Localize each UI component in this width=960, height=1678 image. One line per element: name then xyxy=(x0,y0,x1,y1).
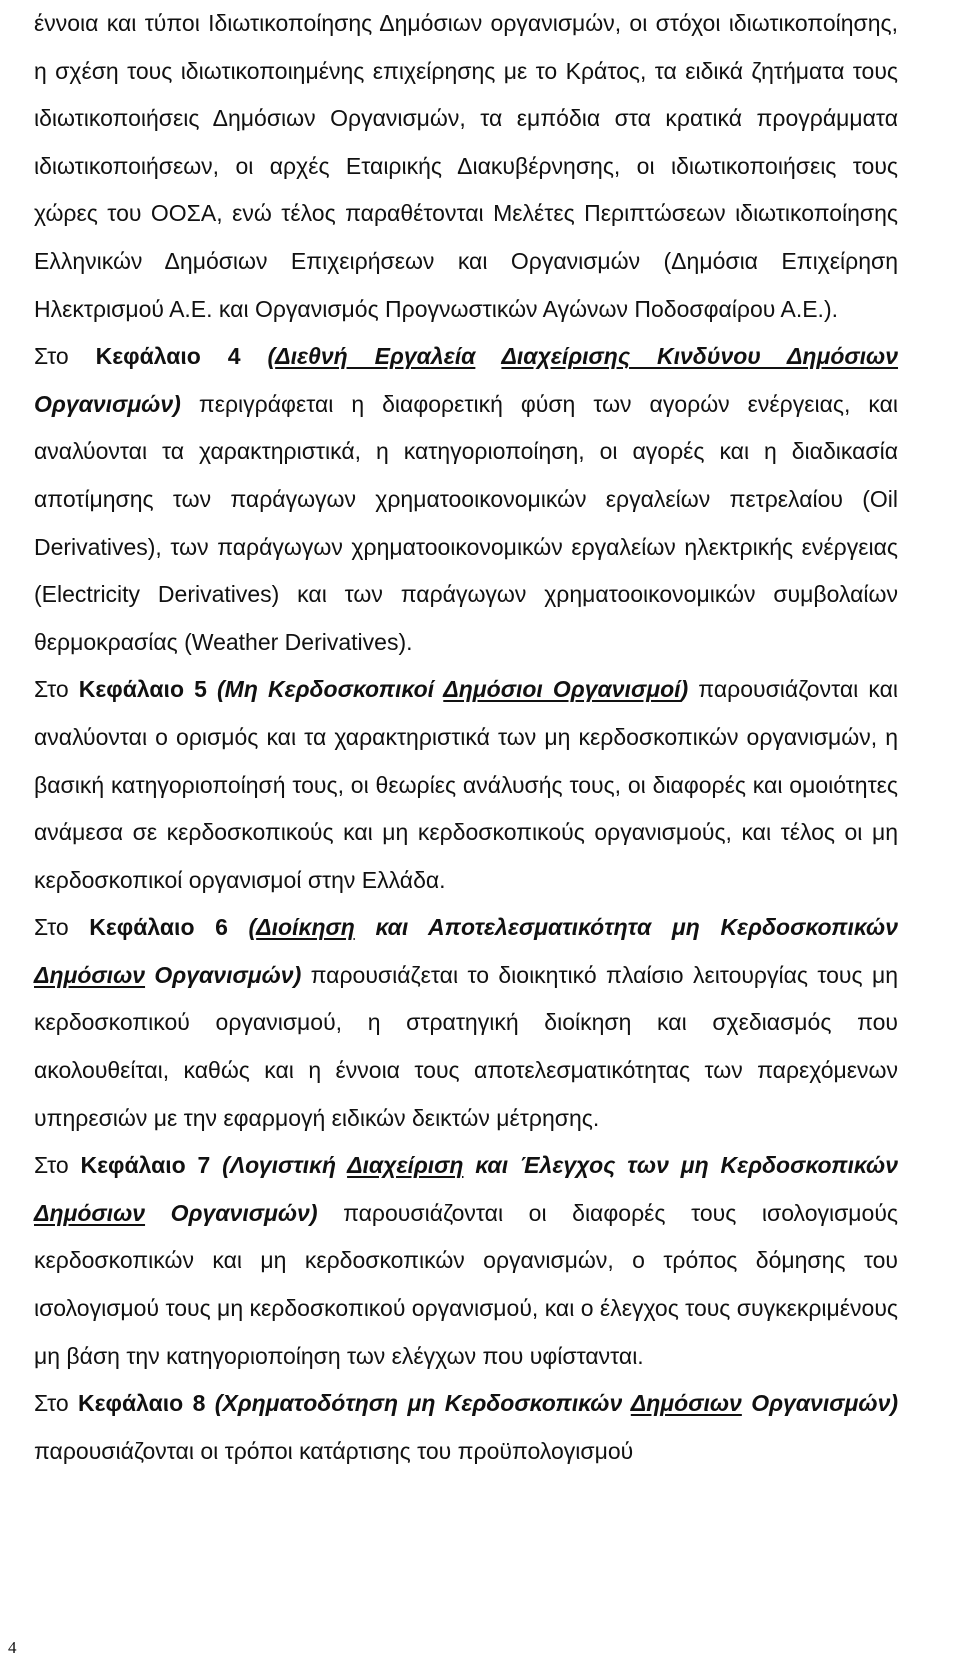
paragraph-body: έννοια και τύποι Ιδιωτικοποίησης Δημόσιων οργανισμών, οι στόχοι ιδιωτικοποίησης, η σχέση τους ιδιωτικοποιημένης επιχείρησης με το Κράτος, τα ειδικά ζητήματα τους ιδιωτικοποιήσεις Δημόσιων Οργανισμών, τα εμπόδια στα κρατικά προγράμματα ιδιωτικοποιήσεων, οι αρχές Εταιρικής Διακυβέρνησης, οι ιδιωτικοποιήσεις τους χώρες του ΟΟΣΑ, ενώ τέλος παραθέτονται Μελέτες Περιπτώσεων ιδιωτικοποίησης Ελληνικών Δημόσιων Επιχειρήσεων και Οργανισμών (Δημόσια Επιχείρηση Ηλεκτρισμού Α.Ε. και Οργανισμός Προγνωστικών Αγώνων Ποδοσφαίρου Α.Ε.). xyxy=(34,10,898,322)
chapter-title-suffix: Οργανισμών) xyxy=(154,961,302,988)
chapter-title-part: Διεθνή Εργαλεία xyxy=(275,343,476,370)
chapter-title-prefix: ( xyxy=(267,343,276,370)
chapter-title-suffix: Οργανισμών) xyxy=(34,390,181,417)
paragraph-lead: Στο xyxy=(34,1152,69,1179)
paragraph-chapter-5 xyxy=(34,666,898,904)
paragraph-chapter-4 xyxy=(34,333,898,666)
chapter-title xyxy=(215,1390,898,1416)
paragraph-lead: Στο xyxy=(34,676,69,703)
paragraph-body: παρουσιάζεται το διοικητικό πλαίσιο λειτουργίας τους μη κερδοσκοπικού οργανισμού, η στρατηγική διοίκηση και σχεδιασμός που ακολουθείται, καθώς και η έννοια τους αποτελεσματικότητας των παρεχόμενων υπηρεσιών με την εφαρμογή ειδικών δεικτών μέτρησης. xyxy=(34,961,899,1131)
chapter-title-underlined: Δημόσιων xyxy=(34,961,146,988)
chapter-label: Κεφάλαιο 7 xyxy=(80,1152,211,1179)
chapter-title-underlined: Διοίκηση xyxy=(256,914,355,941)
paragraph-body: περιγράφεται η διαφορετική φύση των αγορών ενέργειας, και αναλύονται τα χαρακτηριστικά, η κατηγοριοποίηση, οι αγορές και η διαδικασία αποτίμησης των παράγωγων χρηματοοικονομικών εργαλείων πετρελαίου (Oil Derivatives), των παράγωγων χρηματοοικονομικών εργαλείων ηλεκτρικής ενέργειας (Electricity Derivatives) και των παράγωγων χρηματοοικονομικών συμβολαίων θερμοκρασίας (Weather Derivatives). xyxy=(34,390,899,655)
paragraph-body: παρουσιάζονται οι διαφορές τους ισολογισμούς κερδοσκοπικών και μη κερδοσκοπικών οργανισμών, ο τρόπος δόμησης του ισολογισμού τους μη κερδοσκοπικού οργανισμού, και ο έλεγχος τους συγκεκριμένους μη βάση την κατηγοριοποίηση των ελέγχων που υφίστανται. xyxy=(34,1199,899,1369)
paragraph-chapter-6 xyxy=(34,904,898,1142)
chapter-title-underlined: Δημόσιων xyxy=(34,1199,146,1226)
chapter-title-suffix: Οργανισμών) xyxy=(170,1199,318,1226)
body-text xyxy=(34,0,898,1475)
chapter-title-suffix: ) xyxy=(680,676,689,703)
chapter-title xyxy=(217,676,688,702)
chapter-title-underlined: Διαχείριση xyxy=(347,1152,464,1179)
chapter-title-underlined: Δημόσιων xyxy=(630,1390,742,1417)
paragraph-chapter-8 xyxy=(34,1380,898,1475)
chapter-title-underlined: Διαχείρισης Κινδύνου Δημόσιων xyxy=(501,343,899,370)
chapter-title-part: και Αποτελεσματικότητα μη Κερδοσκοπικών xyxy=(375,914,899,941)
chapter-label: Κεφάλαιο 5 xyxy=(78,676,207,703)
chapter-label: Κεφάλαιο 6 xyxy=(89,914,228,941)
chapter-title-part: και Έλεγχος των μη Κερδοσκοπικών xyxy=(475,1152,899,1179)
chapter-label: Κεφάλαιο 8 xyxy=(78,1390,206,1417)
chapter-title-prefix: (Λογιστική xyxy=(222,1152,337,1179)
paragraph-body: παρουσιάζονται και αναλύονται ο ορισμός και τα χαρακτηριστικά των μη κερδοσκοπικών οργανισμών, η βασική κατηγοριοποίησή τους, οι θεωρίες ανάλυσής τους, οι διαφορές και ομοιότητες ανάμεσα σε κερδοσκοπικούς και μη κερδοσκοπικούς οργανισμούς, και τέλος οι μη κερδοσκοπικοί οργανισμοί στην Ελλάδα. xyxy=(34,676,898,893)
paragraph-chapter-7 xyxy=(34,1142,898,1380)
paragraph-lead: Στο xyxy=(34,1390,69,1417)
page-number: 4 xyxy=(8,1638,17,1657)
paragraph-body: παρουσιάζονται οι τρόποι κατάρτισης του προϋπολογισμού xyxy=(34,1437,634,1464)
paragraph-chapter-3-continued xyxy=(34,0,898,333)
paragraph-lead: Στο xyxy=(34,343,69,370)
chapter-title-prefix: (Χρηματοδότηση μη Κερδοσκοπικών xyxy=(214,1390,623,1417)
chapter-title-suffix: Οργανισμών) xyxy=(751,1390,899,1417)
chapter-title-prefix: (Μη Κερδοσκοπικοί xyxy=(217,676,435,703)
chapter-title-prefix: ( xyxy=(248,914,257,941)
paragraph-lead: Στο xyxy=(34,914,69,941)
chapter-label: Κεφάλαιο 4 xyxy=(95,343,241,370)
chapter-title-underlined: Δημόσιοι Οργανισμοί xyxy=(443,676,681,703)
